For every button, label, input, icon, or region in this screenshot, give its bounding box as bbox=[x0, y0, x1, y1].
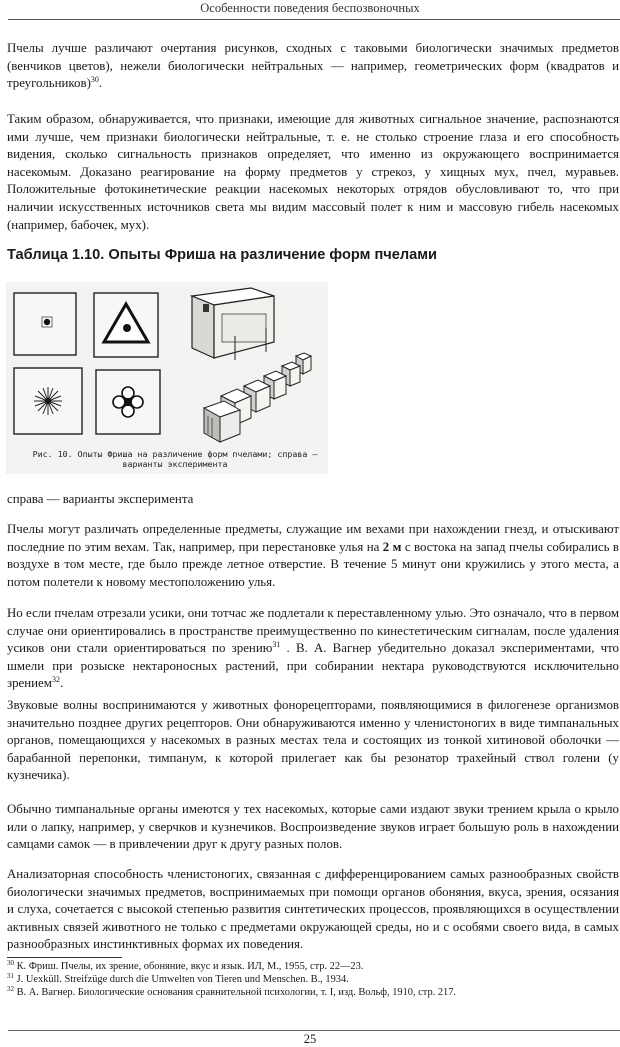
paragraph-7: Анализаторная способность членистоногих, связанная с дифференцированием самых разнообразных свойств биологически значимых предметов, воспринимаемых при помощи органов обоняния, вкуса, зрения, осязания и слуха, сочетается с высокой степенью развития синтетических процессов, проявляющихся в осуществлении активных связей животного не только с предметами окружающей среды, но и с особями своего вида, в самых разнообразных инстинктивных формах их поведения. bbox=[7, 867, 619, 952]
paragraph-1: Пчелы лучше различают очертания рисунков, сходных с таковыми биологически значимых предметов (венчиков цветов), нежели биологически нейтральных — например, геометрических форм (квадратов и треугольников)$^{30}$. bbox=[7, 41, 619, 91]
footnote-31: $^{31}$ J. Uexküll. Streifzüge durch die Umwelten von Tieren und Menschen. В., 1934. bbox=[7, 972, 349, 985]
footnote-ref-30[interactable]: 30 bbox=[90, 75, 99, 85]
figure-caption-line-1: Рис. 10. Опыты Фриша на различение форм пчелами; справа — bbox=[32, 449, 318, 459]
figure-illustration bbox=[6, 282, 328, 474]
footnote-ref-32[interactable]: 32 bbox=[51, 675, 60, 685]
header-rule bbox=[8, 19, 620, 20]
paragraph-3: Пчелы могут различать определенные предметы, служащие им вехами при нахождении гнезд, и отыскивают последние по этим вехам. Так, например, при перестановке улья на 2 м с востока на запад пчелы собирались в воздухе в том месте, где было прежде летное отверстие. В течение 5 минут они кружились у этого места, а потом полетели к новому местоположению улья. bbox=[7, 522, 619, 589]
page-number: 25 bbox=[303, 1032, 317, 1046]
running-head: Особенности поведения беспозвоночных bbox=[200, 1, 420, 15]
footnote-ref-31[interactable]: 31 bbox=[272, 640, 281, 650]
paragraph-2: Таким образом, обнаруживается, что признаки, имеющие для животных сигнальное значение, распознаются ими лучше, чем признаки биологически нейтральные, т. е. не столько строение глаза и его способность видения, сколько сигнальность признаков определяет, что именно из окружающего воспринимается насекомым. Доказано реагирование на форму предметов у стрекоз, у хищных мух, пчел, муравьев. Положительные фотокинетические реакции насекомых некоторых отрядов обусловливают то, что при наличии искусственных источников света мы видим массовый полет к ним и массовую гибель насекомых (например, бабочек, мух). bbox=[7, 112, 619, 232]
paragraph-1-text: Пчелы лучше различают очертания рисунков, сходных с таковыми биологически значимых предметов (венчиков цветов), нежели биологически нейтральных — например, геометрических форм (квадратов и треугольников) bbox=[7, 41, 619, 91]
bold-distance: 2 м bbox=[382, 539, 402, 554]
footnote-30: $^{30}$ К. Фриш. Пчелы, их зрение, обоняние, вкус и язык. ИЛ, М., 1955, стр. 22—23. bbox=[7, 959, 364, 972]
paragraph-5: Звуковые волны воспринимаются у животных фонорецепторами, появляющимися в филогенезе организмов значительно позднее других рецепторов. Они обнаруживаются именно у членистоногих в виде тимпанальных органов, помещающихся у насекомых в разных местах тела и состоящих из тонкой хитиновой оболочки — барабанной перепонки, тимпанум, к которой прилегает как бы резонатор трахейный ствол голени (у кузнечика). bbox=[7, 698, 619, 783]
hive-box bbox=[192, 288, 274, 360]
paragraph-4: Но если пчелам отрезали усики, они тотчас же подлетали к переставленному улью. Это означало, что в первом случае они ориентировались в пространстве преимущественно по кинестетическим сигналам, после удаления усиков они стали ориентироваться по зрению$^{31}$ . В. А. Вагнер убедительно доказал экспериментами, что шмели при розыске нектароносных растений, при собирании нектара руководствуются исключительно зрением$^{32}$. bbox=[7, 606, 619, 691]
footnote-rule bbox=[7, 957, 122, 958]
figure-caption bbox=[30, 449, 320, 469]
after-figure-note: справа — варианты эксперимента bbox=[7, 492, 194, 506]
paragraph-6: Обычно тимпанальные органы имеются у тех насекомых, которые сами издают звуки трением крыла о крыло или о лапку, например, у сверчков и кузнечиков. Воспроизведение звуков играет большую роль в нахождении самцами самок — в привлечении друг к другу разных полов. bbox=[7, 802, 619, 852]
cube-row bbox=[204, 353, 311, 442]
table-title: Таблица 1.10. Опыты Фриша на различение форм пчелами bbox=[7, 247, 438, 263]
figure-caption-line-2: варианты эксперимента bbox=[122, 459, 228, 469]
footnote-32: $^{32}$ В. А. Вагнер. Биологические основания сравнительной психологии, т. I, изд. Вольф, 1910, стр. 217. bbox=[7, 985, 457, 998]
figure-frisch-experiment bbox=[6, 282, 328, 474]
